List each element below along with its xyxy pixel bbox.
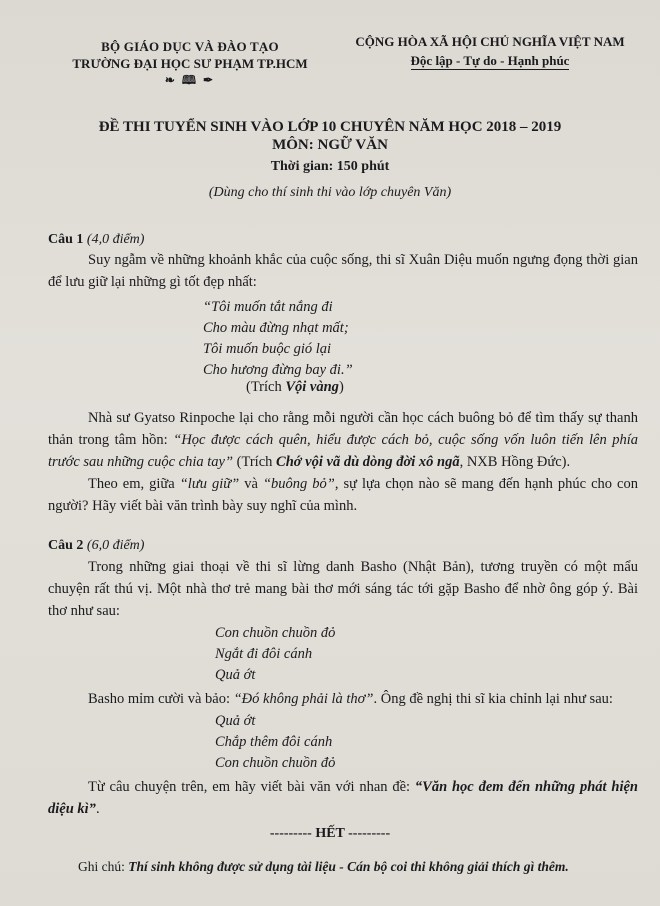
- q2-p2-text-b: . Ông đề nghị thi sĩ kia chỉnh lại như sau:: [373, 691, 613, 707]
- school-name: TRƯỜNG ĐẠI HỌC SƯ PHẠM TP.HCM: [72, 56, 308, 71]
- q1-poem-line: Cho hương đừng bay đi.”: [203, 362, 353, 378]
- footer-note: [78, 859, 658, 875]
- q2-heading: [48, 538, 638, 554]
- school-logo-icon: ❧ 🕮 ✒: [164, 73, 216, 87]
- q2-p3-text: Từ câu chuyện trên, em hãy viết bài văn với nhan đề:: [88, 779, 415, 795]
- q1-p2-text-b: (Trích: [233, 454, 277, 470]
- q2-p2-text: Basho mỉm cười và bảo:: [88, 691, 234, 707]
- q2-poem-line: Chắp thêm đôi cánh: [215, 734, 333, 750]
- q1-paragraph-2: [48, 407, 638, 473]
- q2-poem-line: Quả ớt: [215, 667, 256, 683]
- exam-time: Thời gian: 150 phút: [270, 159, 390, 174]
- exam-subject: MÔN: NGỮ VĂN: [272, 137, 388, 153]
- footer-label: Ghi chú:: [78, 859, 129, 874]
- ministry-name: BỘ GIÁO DỤC VÀ ĐÀO TẠO: [101, 39, 279, 54]
- q1-p3-text-b: và: [239, 476, 263, 492]
- q2-p2-quote: “Đó không phải là thơ”: [233, 691, 374, 707]
- q2-intro: Trong những giai thoại về thi sĩ lừng danh Basho (Nhật Bản), tương truyền có một mẩu chuyện rất thú vị. Một nhà thơ trẻ mang bài thơ mới sáng tác tới gặp Basho để nhờ ông góp ý. Bài thơ như sau:: [48, 559, 638, 619]
- header-right: [340, 32, 640, 70]
- q1-points: (4,0 điểm): [86, 232, 145, 247]
- q1-heading: [48, 232, 638, 248]
- q1-paragraph-3: [48, 473, 638, 517]
- q1-src-pre: (Trích: [246, 379, 286, 395]
- motto-text: Độc lập - Tự do - Hạnh phúc: [410, 53, 570, 68]
- q1-poem-line: Cho màu đừng nhạt mất;: [203, 320, 349, 336]
- q2-intro-block: [48, 556, 638, 622]
- q1-poem: [203, 297, 503, 381]
- q2-poem-line: Ngắt đi đôi cánh: [215, 646, 313, 662]
- exam-title-block: [0, 118, 660, 203]
- q2-poem-line: Con chuồn chuồn đỏ: [215, 625, 336, 641]
- q2-poem-revised: [215, 711, 515, 774]
- q1-intro: Suy ngẫm về những khoảnh khắc của cuộc sống, thi sĩ Xuân Diệu muốn ngưng đọng thời gian để lưu giữ lại những gì tốt đẹp nhất:: [48, 252, 638, 290]
- q2-poem-line: Quả ớt: [215, 713, 256, 729]
- q2-poem-original: [215, 623, 515, 686]
- exam-title: ĐỀ THI TUYỂN SINH VÀO LỚP 10 CHUYÊN NĂM HỌC 2018 – 2019: [98, 119, 562, 135]
- q2-p3-text-b: .: [95, 801, 100, 817]
- q2-poem-line: Con chuồn chuồn đỏ: [215, 755, 336, 771]
- q2-label: Câu 2: [48, 538, 84, 553]
- q2-p3-title: “Văn học đem đến những phát hiện diệu kì”: [48, 779, 638, 817]
- q1-intro-block: [48, 249, 638, 293]
- q1-src-post: ): [338, 379, 344, 395]
- q1-src-title: Vội vàng: [285, 379, 339, 395]
- q2-points: (6,0 điểm): [86, 538, 145, 553]
- q1-p2-text: Nhà sư Gyatso Rinpoche lại cho rằng mỗi người cần học cách buông bỏ để tìm thấy sự thanh thản trong tâm hồn:: [48, 410, 638, 448]
- q1-p3-text-c: , sự lựa chọn nào sẽ mang đến hạnh phúc cho con người? Hãy viết bài văn trình bày suy nghĩ của mình.: [48, 476, 638, 514]
- national-motto: [340, 51, 640, 70]
- q1-p3-text: Theo em, giữa: [88, 476, 180, 492]
- header-left: [40, 38, 340, 89]
- q1-label: Câu 1: [48, 232, 84, 247]
- q1-p3-word-1: “lưu giữ”: [179, 476, 240, 492]
- q1-p2-quote: “Học được cách quên, hiểu được cách bỏ, cuộc sống vốn luôn tiến lên phía trước sau những cuộc chia tay”: [48, 432, 639, 470]
- q2-paragraph-3: [48, 776, 638, 820]
- q1-p2-text-c: , NXB Hồng Đức).: [459, 454, 571, 470]
- q1-poem-line: Tôi muốn buộc gió lại: [203, 341, 332, 357]
- q1-poem-source: [246, 379, 546, 396]
- country-name: CỘNG HÒA XÃ HỘI CHỦ NGHĨA VIỆT NAM: [355, 34, 625, 49]
- q1-p2-book: Chớ vội vã dù dòng đời xô ngã: [276, 454, 460, 470]
- q1-poem-line: “Tôi muốn tắt nắng đi: [203, 299, 333, 315]
- footer-text: Thí sinh không được sử dụng tài liệu - Cán bộ coi thi không giải thích gì thêm.: [128, 859, 569, 874]
- end-mark: --------- HẾT ---------: [269, 826, 391, 841]
- q2-paragraph-2: [48, 688, 638, 710]
- exam-note: (Dùng cho thí sinh thi vào lớp chuyên Văn): [208, 185, 452, 200]
- q1-p3-word-2: “buông bỏ”: [262, 476, 335, 492]
